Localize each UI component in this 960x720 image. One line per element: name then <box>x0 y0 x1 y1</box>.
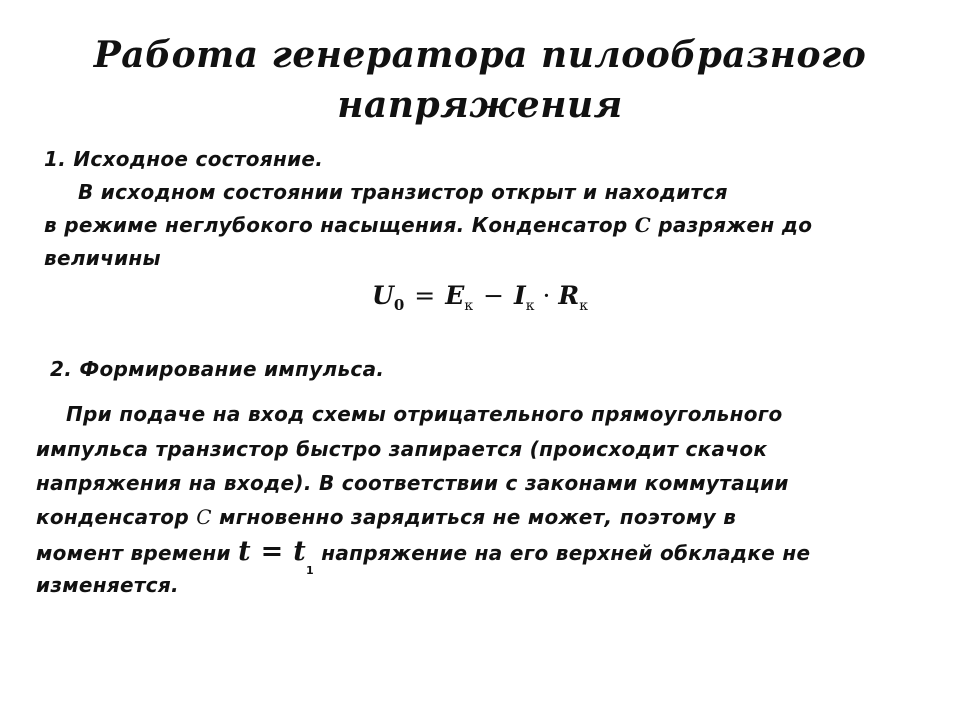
time-equals: = <box>250 536 294 567</box>
time-t1-sub: 1 <box>306 564 314 577</box>
section2-line6: изменяется. <box>36 573 179 597</box>
formula-u-sub: 0 <box>393 296 405 314</box>
voltage-formula <box>0 281 960 314</box>
section1-line1: В исходном состоянии транзистор открыт и находится <box>78 180 728 204</box>
section2-line1: При подаче на вход схемы отрицательного прямоугольного <box>66 402 783 426</box>
formula-i: I <box>514 281 526 310</box>
section1-line2 <box>44 213 812 237</box>
capacitor-symbol: C <box>634 213 651 237</box>
section1-line3: величины <box>44 246 161 270</box>
slide-title-line2: напряжения <box>337 84 623 126</box>
section1-line2-start: в режиме неглубокого насыщения. Конденсатор <box>44 213 635 237</box>
section2-line5-start: момент времени <box>36 541 239 565</box>
section2-line4 <box>36 505 736 529</box>
section2-line5-end: напряжение на его верхней обкладке не <box>313 541 811 565</box>
formula-equals: = <box>414 281 436 310</box>
section2-line4-start: конденсатор <box>36 505 197 529</box>
formula-e: E <box>445 281 465 310</box>
formula-i-sub: к <box>525 298 535 314</box>
section2-heading: 2. Формирование импульса. <box>50 357 385 381</box>
formula-r-sub: к <box>579 298 588 314</box>
formula-r: R <box>558 281 580 310</box>
time-t1: t <box>293 536 307 567</box>
section1-heading: 1. Исходное состояние. <box>44 147 324 171</box>
formula-e-sub: к <box>464 298 474 314</box>
section2-line4-end: мгновенно зарядиться не может, поэтому в <box>211 505 737 529</box>
section1-line2-end: разряжен до <box>650 213 813 237</box>
formula-dot: · <box>542 281 551 310</box>
section2-line2: импульса транзистор быстро запирается (происходит скачок <box>36 437 768 461</box>
formula-minus: − <box>483 281 505 310</box>
slide-title <box>0 30 960 130</box>
section2-line3: напряжения на входе). В соответствии с законами коммутации <box>36 471 789 495</box>
formula-u: U <box>372 281 394 310</box>
capacitor-symbol-2: C <box>196 505 212 529</box>
slide-title-line1: Работа генератора пилообразного <box>93 34 867 76</box>
section2-line5 <box>36 536 810 577</box>
time-t: t <box>238 536 251 567</box>
